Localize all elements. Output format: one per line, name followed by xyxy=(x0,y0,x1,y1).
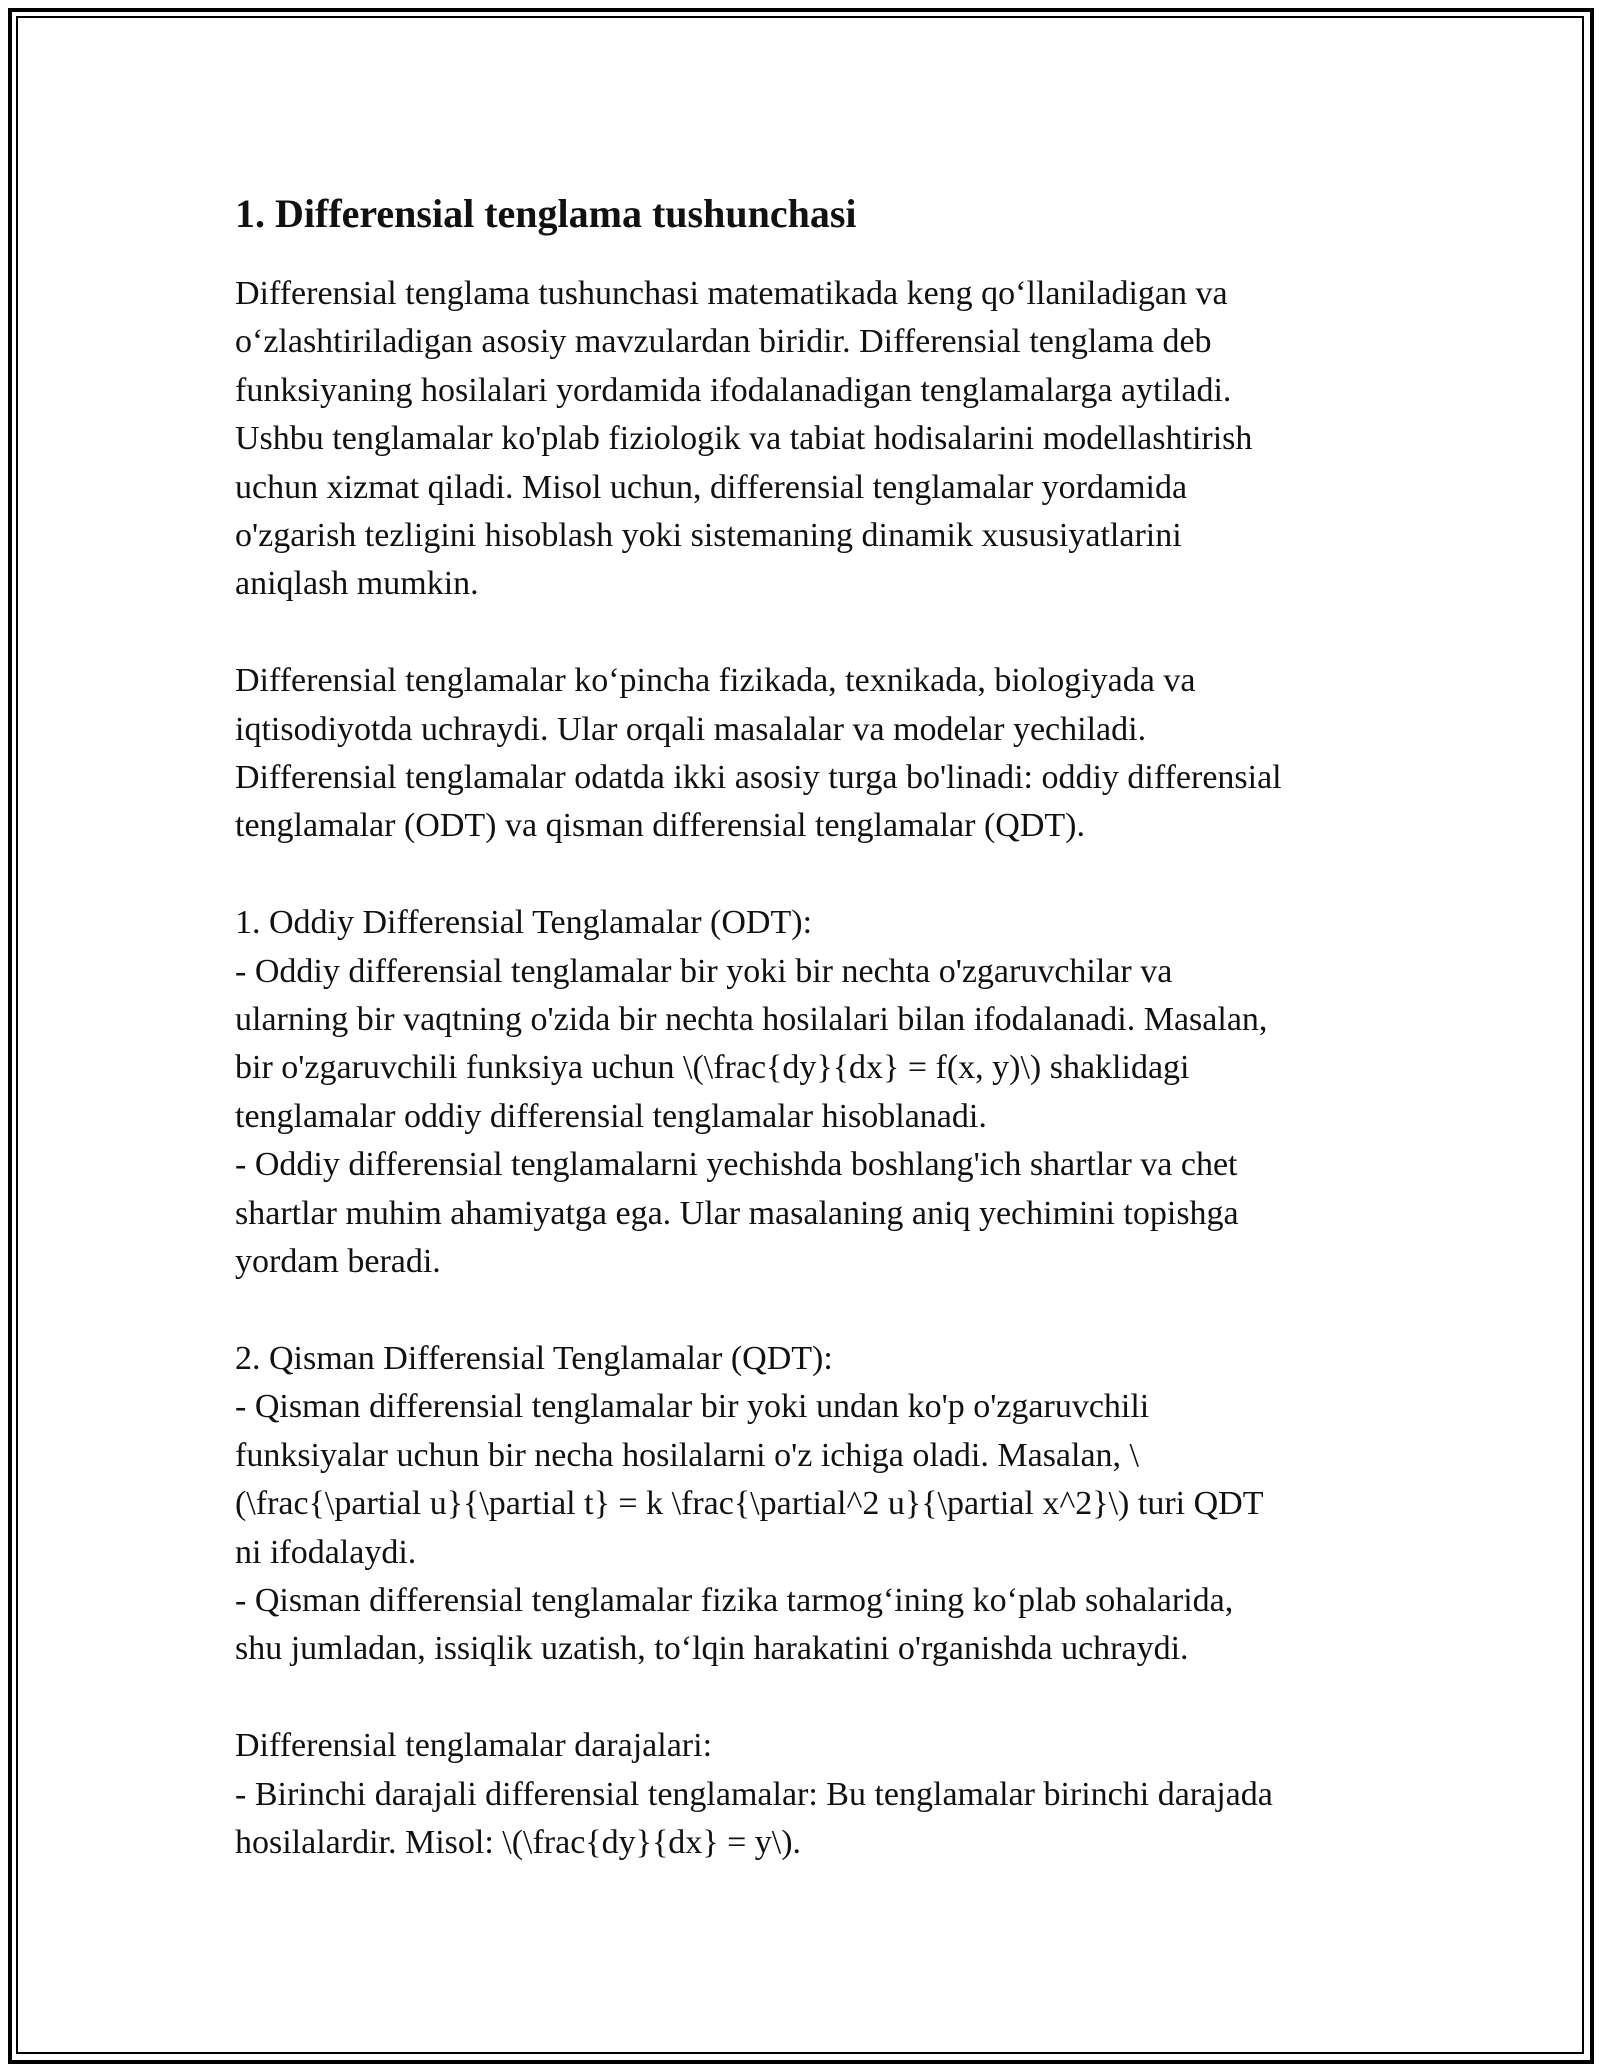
paragraph-applications: Differensial tenglamalar ko‘pincha fizikada, texnikada, biologiyada va iqtisodiyotda uchraydi. Ular orqali masalalar va modelar yechiladi. Differensial tenglamalar odatda ikki asosiy turga bo'linadi: oddiy differensial tenglamalar (ODT) va qisman differensial tenglamalar (QDT). xyxy=(235,662,1282,845)
paragraph-orders: Differensial tenglamalar darajalari: - Birinchi darajali differensial tenglamalar: Bu tenglamalar birinchi darajada hosilalardir. Misol: \(\frac{dy}{dx} = y\). xyxy=(235,1727,1273,1861)
paragraph-qdt: 2. Qisman Differensial Tenglamalar (QDT): - Qisman differensial tenglamalar bir yoki undan ko'p o'zgaruvchili funksiyalar uchun bir necha hosilalarni o'z ichiga oladi. Masalan, \ (\frac{\partial u}{\partial t} = k \frac{\partial^2 u}{\partial x^2}\) turi QDT ni ifodalaydi. - Qisman differensial tenglamalar fizika tarmog‘ining ko‘plab sohalarida, shu jumladan, issiqlik uzatish, to‘lqin harakatini o'rganishda uchraydi. xyxy=(235,1339,1264,1668)
paragraph-spacer xyxy=(235,609,1380,657)
paragraph-spacer xyxy=(235,1674,1380,1722)
section-heading: 1. Differensial tenglama tushunchasi xyxy=(235,191,857,236)
document-body xyxy=(235,188,1380,1867)
paragraph-spacer xyxy=(235,1287,1380,1335)
paragraph-odt: 1. Oddiy Differensial Tenglamalar (ODT): - Oddiy differensial tenglamalar bir yoki bir nechta o'zgaruvchilar va ularning bir vaqtning o'zida bir nechta hosilalari bilan ifodalanadi. Masalan, bir o'zgaruvchili funksiya uchun \(\frac{dy}{dx} = f(x, y)\) shaklidagi tenglamalar oddiy differensial tenglamalar hisoblanadi. - Oddiy differensial tenglamalarni yechishda boshlang'ich shartlar va chet shartlar muhim ahamiyatga ega. Ular masalaning aniq yechimini topishga yordam beradi. xyxy=(235,904,1268,1281)
paragraph-intro: Differensial tenglama tushunchasi matematikada keng qo‘llaniladigan va o‘zlashtiriladigan asosiy mavzulardan biridir. Differensial tenglama deb funksiyaning hosilalari yordamida ifodalanadigan tenglamalarga aytiladi. Ushbu tenglamalar ko'plab fiziologik va tabiat hodisalarini modellashtirish uchun xizmat qiladi. Misol uchun, differensial tenglamalar yordamida o'zgarish tezligini hisoblash yoki sistemaning dinamik xususiyatlarini aniqlash mumkin. xyxy=(235,275,1253,603)
paragraph-spacer xyxy=(235,851,1380,899)
